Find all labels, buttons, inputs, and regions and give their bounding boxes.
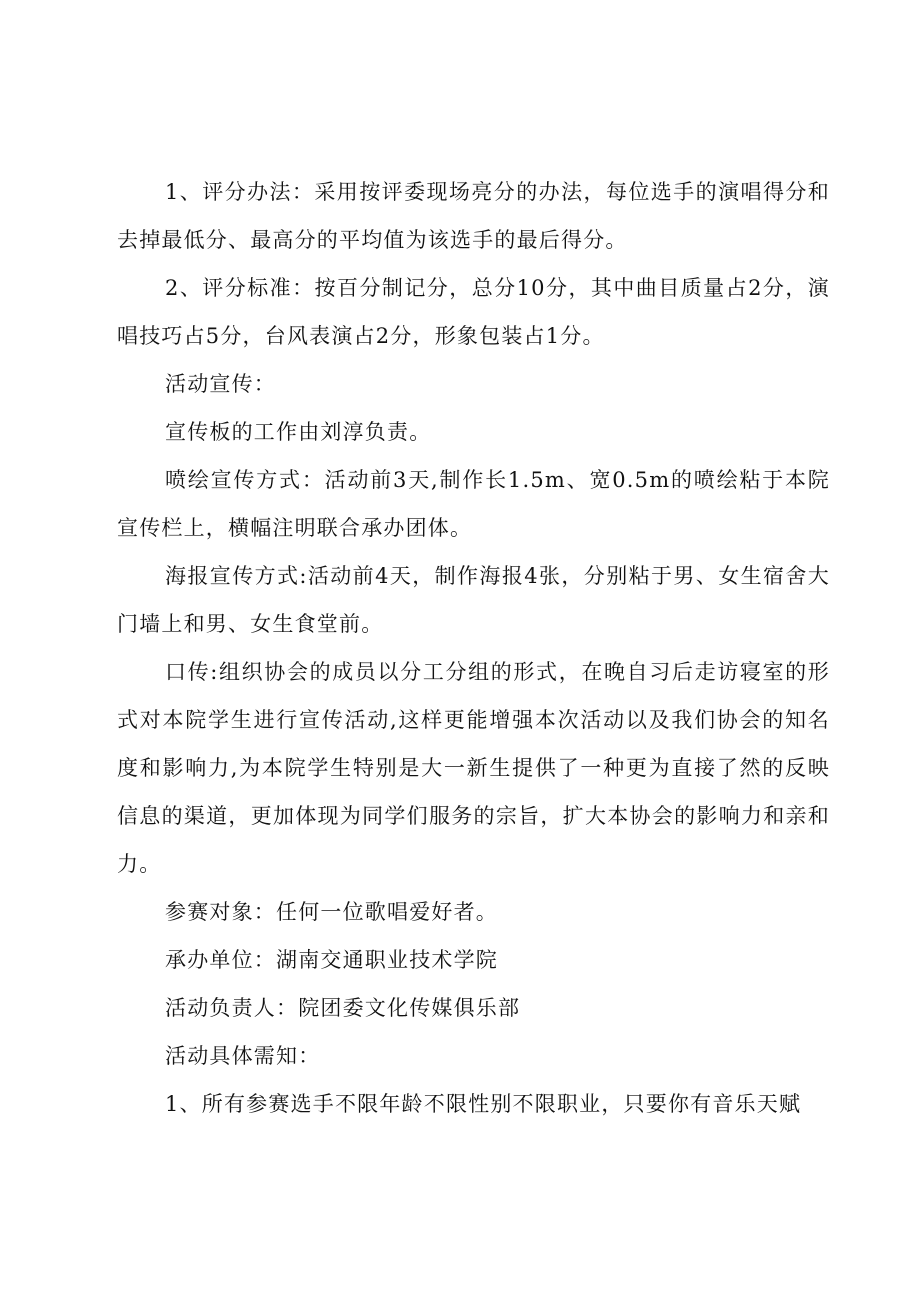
paragraph-participants: 参赛对象：任何一位歌唱爱好者。 [165, 900, 498, 924]
paragraph-scoring-method: 1、评分办法：采用按评委现场亮分的办法，每位选手的演唱得分和去掉最低分、最高分的平均值为该选手的最后得分。 [117, 180, 830, 252]
paragraph-banner-publicity: 喷绘宣传方式：活动前3天,制作长1.5m、宽0.5m的喷绘粘于本院宣传栏上，横幅注明联合承办团体。 [117, 468, 830, 540]
heading-activity-notes: 活动具体需知： [165, 1044, 321, 1068]
paragraph-note-1: 1、所有参赛选手不限年龄不限性别不限职业，只要你有音乐天赋 [165, 1092, 802, 1116]
paragraph-person-in-charge: 活动负责人：院团委文化传媒俱乐部 [165, 996, 521, 1020]
paragraph-publicity-board: 宣传板的工作由刘淳负责。 [165, 420, 432, 444]
paragraph-scoring-standard: 2、评分标准：按百分制记分，总分10分，其中曲目质量占2分，演唱技巧占5分，台风表演占2分，形象包装占1分。 [117, 276, 830, 348]
paragraph-organizer: 承办单位：湖南交通职业技术学院 [165, 948, 498, 972]
document-body [117, 168, 830, 1128]
heading-publicity: 活动宣传： [165, 372, 276, 396]
paragraph-word-of-mouth: 口传:组织协会的成员以分工分组的形式，在晚自习后走访寝室的形式对本院学生进行宣传活动,这样更能增强本次活动以及我们协会的知名度和影响力,为本院学生特别是大一新生提供了一种更为直接了然的反映信息的渠道，更加体现为同学们服务的宗旨，扩大本协会的影响力和亲和力。 [117, 660, 830, 876]
paragraph-poster-publicity: 海报宣传方式:活动前4天，制作海报4张，分别粘于男、女生宿舍大门墙上和男、女生食堂前。 [117, 564, 830, 636]
